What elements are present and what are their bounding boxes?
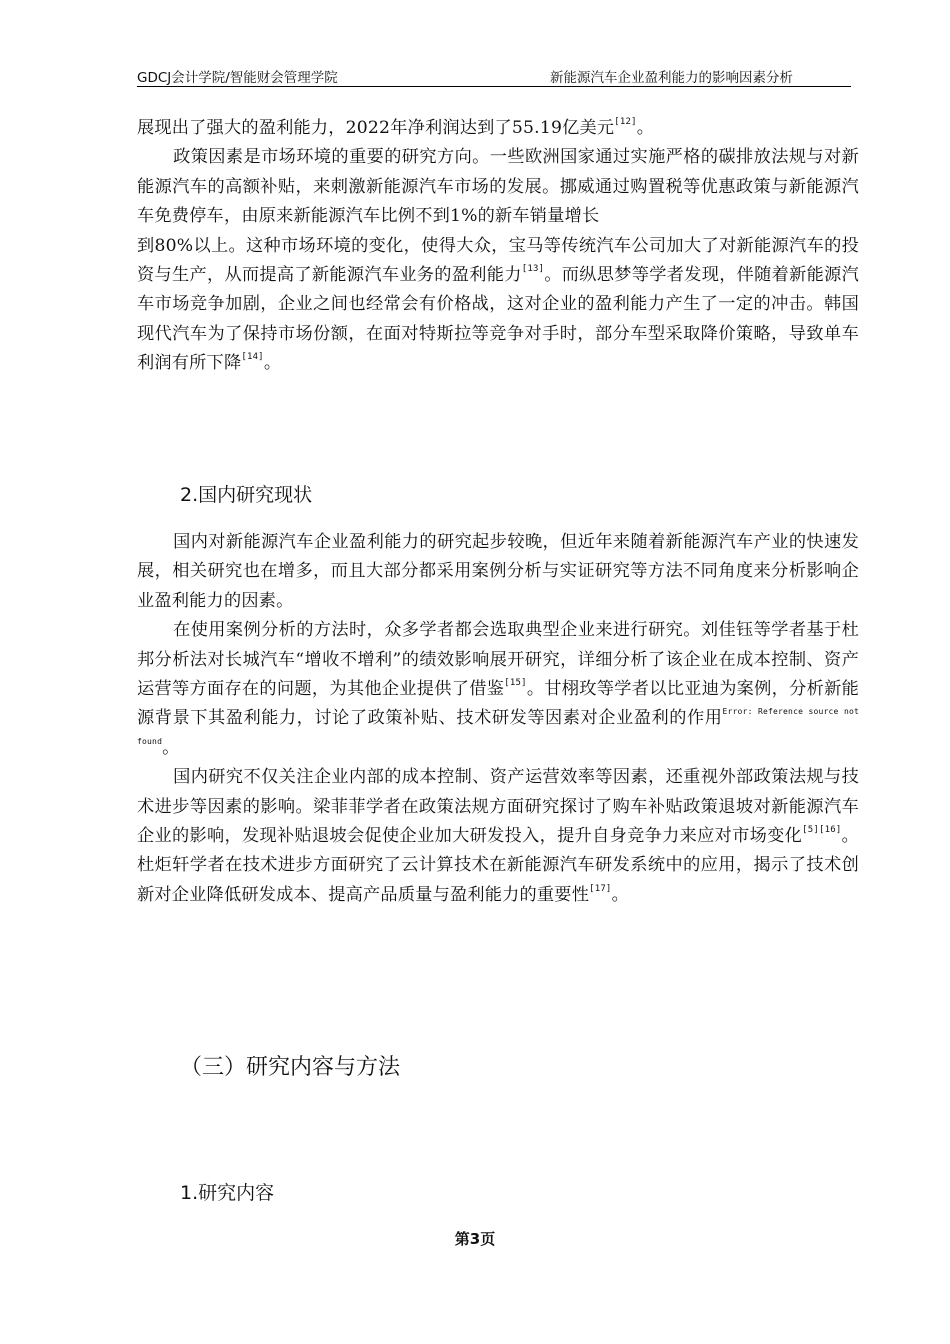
heading-research-content: 1.研究内容 bbox=[180, 1182, 275, 1204]
page-number: 第3页 bbox=[454, 1230, 496, 1248]
paragraph-5: 国内研究不仅关注企业内部的成本控制、资产运营效率等因素，还重视外部政策法规与技术进步等因素的影响。梁菲菲学者在政策法规方面研究探讨了购车补贴政策退坡对新能源汽车企业的影响，发现补贴退坡会促使企业加大研发投入，提升自身竞争力来应对市场变化[5][16]。杜炬轩学者在技术进步方面研究了云计算技术在新能源汽车研发系统中的应用，揭示了技术创新对企业降低研发成本、提高产品质量与盈利能力的重要性[17]。 bbox=[137, 767, 860, 905]
header-left: GDCJ会计学院/智能财会管理学院 bbox=[137, 70, 338, 86]
header-right: 新能源汽车企业盈利能力的影响因素分析 bbox=[550, 70, 793, 86]
page-body bbox=[137, 114, 859, 379]
paragraph-2-cont: 到80%以上。这种市场环境的变化，使得大众，宝马等传统汽车公司加大了对新能源汽车的投资与生产，从而提高了新能源汽车业务的盈利能力[13]。而纵思梦等学者发现，伴随着新能源汽车市场竞争加剧，企业之间也经常会有价格战，这对企业的盈利能力产生了一定的冲击。韩国现代汽车为了保持市场份额，在面对特斯拉等竞争对手时，部分车型采取降价策略，导致单车利润有所下降[14]。 bbox=[137, 235, 859, 374]
paragraph-4: 在使用案例分析的方法时，众多学者都会选取典型企业来进行研究。刘佳钰等学者基于杜邦分析法对长城汽车“增收不增利”的绩效影响展开研究，详细分析了该企业在成本控制、资产运营等方面存在的问题，为其他企业提供了借鉴[15]。甘栩玫等学者以比亚迪为案例，分析新能源背景下其盈利能力，讨论了政策补贴、技术研发等因素对企业盈利的作用$^{Error: Reference source not found}$。 bbox=[137, 620, 859, 758]
heading-domestic-research: 2.国内研究现状 bbox=[180, 484, 313, 506]
heading-section-3: （三）研究内容与方法 bbox=[180, 1055, 401, 1080]
citation[interactable]: [14] bbox=[241, 352, 264, 363]
paragraph-1: 展现出了强大的盈利能力，2022年净利润达到了55.19亿美元[12]。 bbox=[137, 117, 655, 138]
citation[interactable]: [12] bbox=[614, 117, 637, 127]
paragraph-3: 国内对新能源汽车企业盈利能力的研究起步较晚，但近年来随着新能源汽车产业的快速发展，相关研究也在增多，而且大部分都采用案例分析与实证研究等方法不同角度来分析影响企业盈利能力的因素。 bbox=[137, 532, 859, 611]
citation[interactable]: [17] bbox=[589, 883, 612, 894]
citation[interactable]: [15] bbox=[504, 678, 527, 689]
page-body-2 bbox=[137, 528, 859, 910]
citation[interactable]: [5][16] bbox=[802, 825, 842, 836]
citation[interactable]: [13] bbox=[521, 264, 545, 275]
reference-error: Error: Reference source not found bbox=[137, 707, 859, 746]
paragraph-2: 政策因素是市场环境的重要的研究方向。一些欧洲国家通过实施严格的碳排放法规与对新能源汽车的高额补贴，来刺激新能源汽车市场的发展。挪威通过购置税等优惠政策与新能源汽车免费停车，由原来新能源汽车比例不到1%的新车销量增长 bbox=[137, 147, 859, 227]
page-header bbox=[137, 66, 851, 87]
